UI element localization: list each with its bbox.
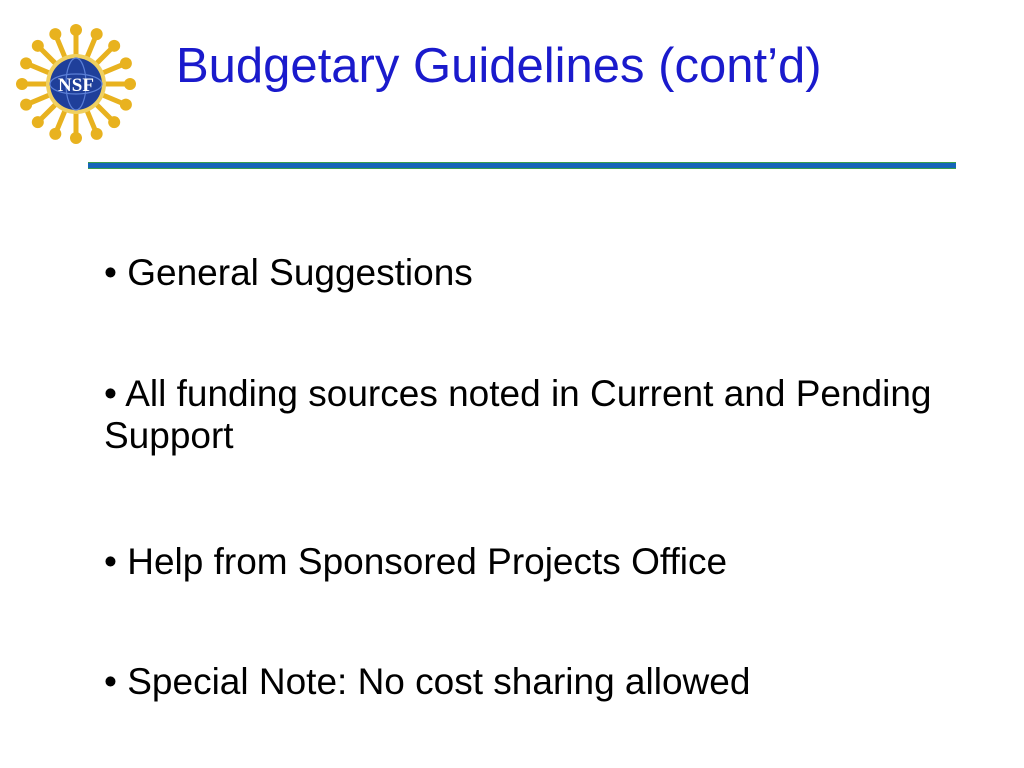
logo-ray [30,95,50,103]
title-divider [88,162,956,169]
bullet-item: • All funding sources noted in Current and Pending Support [104,373,932,456]
logo-ray [41,49,57,65]
logo-ray-tip [32,116,44,128]
logo-ray-tip [120,57,132,69]
page-title: Budgetary Guidelines (cont’d) [176,39,822,93]
logo-ray [102,65,122,73]
bullet-item: • General Suggestions [104,252,473,293]
logo-ray [87,38,95,58]
nsf-logo [14,22,138,146]
logo-ray-tip [108,40,120,52]
logo-ray-tip [108,116,120,128]
logo-ray-tip [49,128,61,140]
logo-text: NSF [58,75,94,96]
logo-ray-tip [32,40,44,52]
logo-ray [57,38,65,58]
logo-ray-tip [70,132,82,144]
logo-ray [57,110,65,130]
logo-ray-tip [91,128,103,140]
nsf-logo-graphic [14,22,138,146]
bullet-item: • Help from Sponsored Projects Office [104,541,728,582]
logo-ray-tip [49,28,61,40]
logo-ray [102,95,122,103]
logo-ray-tip [91,28,103,40]
logo-ray [30,65,50,73]
logo-ray-tip [20,99,32,111]
logo-ray [96,104,112,120]
logo-ray-tip [70,24,82,36]
logo-ray-tip [120,99,132,111]
logo-ray [87,110,95,130]
bullet-item: • Special Note: No cost sharing allowed [104,661,751,702]
logo-ray-tip [20,57,32,69]
logo-ray-tip [16,78,28,90]
logo-ray [96,49,112,65]
logo-ray-tip [124,78,136,90]
logo-ray [41,104,57,120]
